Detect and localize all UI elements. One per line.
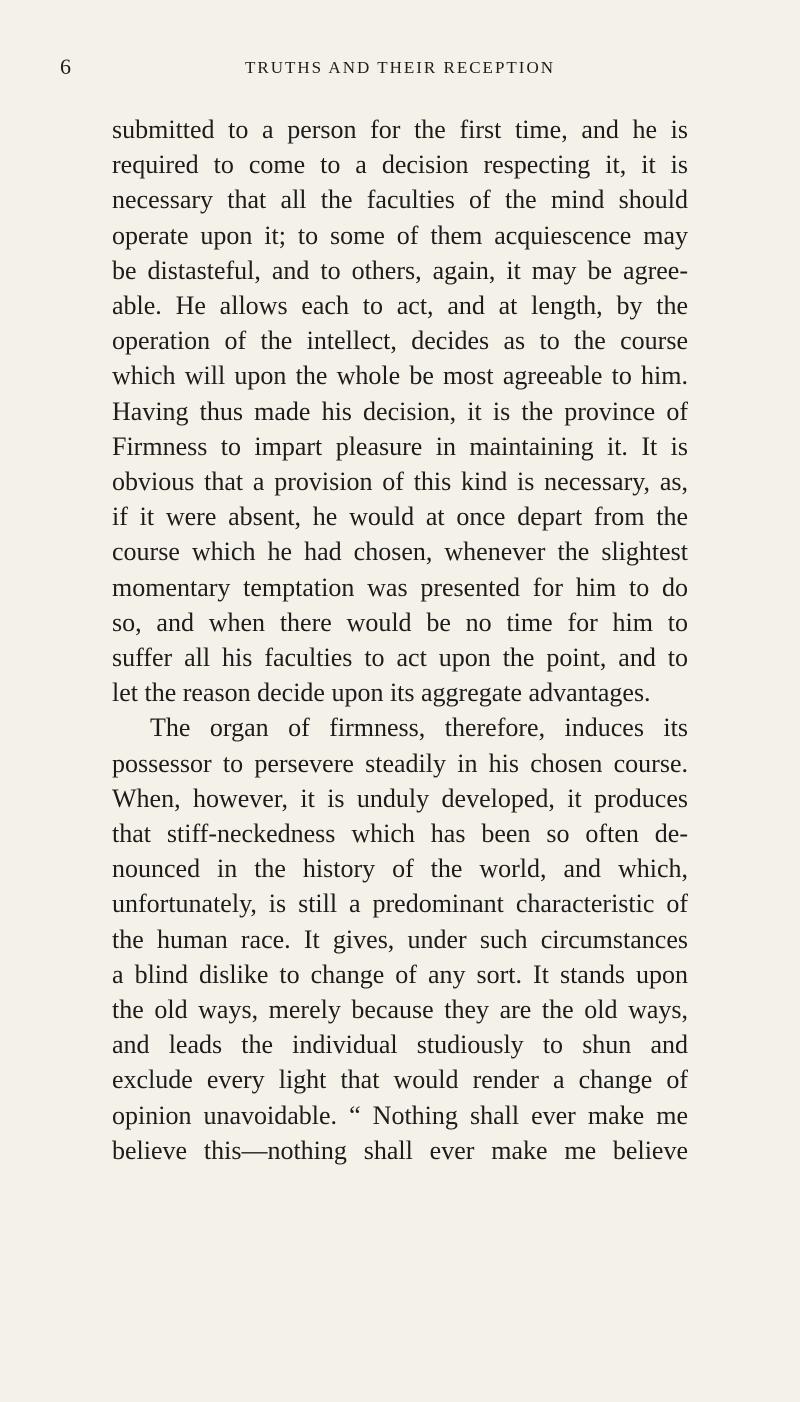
paragraph-1 — [112, 112, 688, 710]
text-line: the old ways, merely because they are the old ways, — [112, 995, 688, 1025]
text-line: operation of the intellect, decides as to the course — [112, 326, 688, 356]
page-header — [54, 54, 746, 84]
text-line: opinion unavoidable. “ Nothing shall ever make me — [112, 1100, 688, 1130]
body-text — [112, 112, 688, 1168]
paragraph-2 — [112, 710, 688, 1168]
text-line: required to come to a decision respecting it, it is — [112, 150, 688, 180]
text-line: Firmness to impart pleasure in maintaining it. It is — [112, 431, 688, 461]
text-line: unfortunately, is still a predominant characteristic of — [112, 889, 688, 919]
text-line: obvious that a provision of this kind is necessary, as, — [112, 467, 688, 497]
text-line: the human race. It gives, under such circumstances — [112, 924, 688, 954]
text-line: submitted to a person for the first time, and he is — [112, 115, 688, 144]
text-line: so, and when there would be no time for him to — [112, 607, 688, 637]
text-line: that stiff-neckedness which has been so often de- — [112, 819, 688, 849]
text-line: believe this—nothing shall ever make me believe — [112, 1135, 688, 1165]
text-line: exclude every light that would render a change of — [112, 1065, 688, 1095]
text-line: nounced in the history of the world, and which, — [112, 854, 688, 884]
text-line: able. He allows each to act, and at length, by the — [112, 291, 688, 321]
text-line: necessary that all the faculties of the mind should — [112, 185, 688, 215]
text-line: operate upon it; to some of them acquiescence may — [112, 220, 688, 250]
text-line: and leads the individual studiously to shun and — [112, 1030, 688, 1060]
text-line: The organ of firmness, therefore, induces its — [150, 713, 688, 743]
page-number: 6 — [60, 54, 72, 79]
text-line: which will upon the whole be most agreeable to him. — [112, 361, 688, 391]
text-line: if it were absent, he would at once depart from the — [112, 502, 688, 532]
running-head: TRUTHS AND THEIR RECEPTION — [245, 58, 555, 77]
text-line: momentary temptation was presented for him to do — [112, 572, 688, 602]
text-line: possessor to persevere steadily in his chosen course. — [112, 748, 688, 778]
text-line: let the reason decide upon its aggregate advantages. — [112, 678, 651, 708]
text-line: course which he had chosen, whenever the slightest — [112, 537, 688, 567]
text-line: Having thus made his decision, it is the province of — [112, 396, 688, 426]
text-line: When, however, it is unduly developed, it produces — [112, 783, 688, 813]
text-line: a blind dislike to change of any sort. It stands upon — [112, 959, 688, 989]
text-line: suffer all his faculties to act upon the point, and to — [112, 643, 688, 673]
text-line: be distasteful, and to others, again, it may be agree- — [112, 255, 688, 285]
